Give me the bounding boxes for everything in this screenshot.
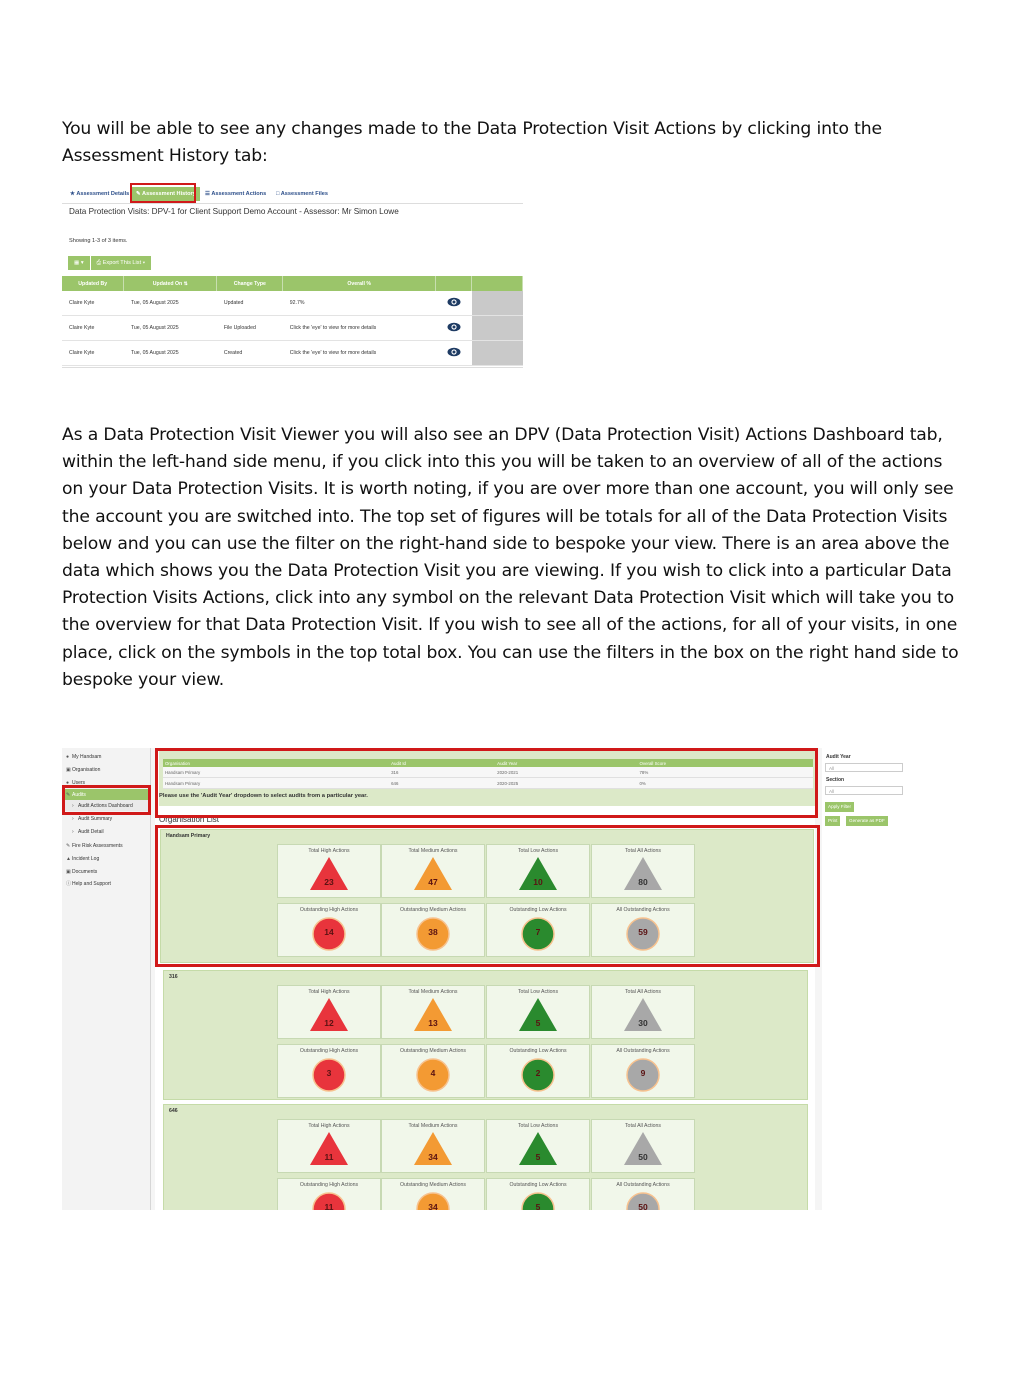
triangle-icon[interactable] xyxy=(382,1120,484,1172)
card-label: Total Medium Actions xyxy=(408,1123,458,1129)
sidebar-item-audit-detail[interactable]: › Audit Detail xyxy=(72,829,104,835)
assessment-history-screenshot xyxy=(62,183,523,368)
action-card[interactable] xyxy=(277,1119,381,1173)
highlight-box xyxy=(62,785,151,815)
action-card[interactable] xyxy=(486,1044,590,1098)
sidebar-item-audit-summary[interactable]: › Audit Summary xyxy=(72,816,113,822)
audit-year-label: Audit Year xyxy=(826,754,851,760)
action-card[interactable] xyxy=(381,1119,485,1173)
triangle-icon[interactable] xyxy=(592,1120,694,1172)
eye-icon[interactable] xyxy=(436,291,472,316)
card-value: 23 xyxy=(324,877,334,887)
card-value: 12 xyxy=(324,1018,334,1028)
card-label: Outstanding Medium Actions xyxy=(399,1182,467,1188)
triangle-icon[interactable] xyxy=(487,1120,589,1172)
card-value: 30 xyxy=(638,1018,648,1028)
card-value: 47 xyxy=(428,877,438,887)
intro-paragraph: You will be able to see any changes made to the Data Protection Visit Actions by clicking into the Assessment History tab: xyxy=(62,119,882,167)
card-value: 5 xyxy=(535,1152,541,1162)
sidebar xyxy=(62,748,151,1210)
triangle-icon[interactable] xyxy=(592,986,694,1038)
eye-icon[interactable] xyxy=(436,341,472,366)
tab-assessment-actions[interactable]: ☰ Assessment Actions xyxy=(205,191,267,197)
circle-icon[interactable] xyxy=(278,1045,380,1097)
sidebar-item-help-and-support[interactable]: ⓘHelp and Support xyxy=(66,881,111,887)
action-card[interactable] xyxy=(277,985,381,1039)
card-value: 14 xyxy=(324,927,334,937)
action-card[interactable] xyxy=(381,985,485,1039)
audit-year-select[interactable]: All xyxy=(825,763,903,772)
triangle-icon[interactable] xyxy=(278,986,380,1038)
circle-icon[interactable] xyxy=(382,1045,484,1097)
action-card[interactable] xyxy=(381,1178,485,1210)
card-label: Total All Actions xyxy=(624,989,662,995)
print-button[interactable]: Print xyxy=(825,816,840,826)
highlight-box xyxy=(155,748,818,818)
card-label: Outstanding High Actions xyxy=(299,1182,359,1188)
card-value: 34 xyxy=(428,1152,438,1162)
card-value: 11 xyxy=(324,1152,334,1162)
toolbar xyxy=(68,256,152,270)
card-value: 34 xyxy=(428,1202,438,1212)
card-value: 50 xyxy=(638,1202,648,1212)
circle-icon[interactable] xyxy=(592,1179,694,1210)
action-card[interactable] xyxy=(591,985,695,1039)
circle-icon[interactable] xyxy=(592,1045,694,1097)
circle-icon[interactable] xyxy=(278,1179,380,1210)
action-card[interactable] xyxy=(486,1178,590,1210)
table-row: Handsam Primary 316 2020-2021 78% xyxy=(163,767,813,778)
sidebar-item-my-handsam[interactable]: ● My Handsam xyxy=(66,754,102,760)
card-value: 2 xyxy=(535,1068,541,1078)
apply-filter-button[interactable]: Apply Filter xyxy=(825,802,854,812)
card-value: 50 xyxy=(638,1152,648,1162)
column-header xyxy=(472,276,523,291)
circle-icon[interactable] xyxy=(382,1179,484,1210)
card-value: 4 xyxy=(430,1068,436,1078)
sidebar-item-organisation[interactable]: ▣Organisation xyxy=(66,767,101,773)
organisation-list-heading: Organisation List xyxy=(159,815,220,824)
card-value: 7 xyxy=(535,927,541,937)
audit-year-notice: Please use the 'Audit Year' dropdown to select audits from a particular year. xyxy=(159,793,368,799)
card-label: Total Low Actions xyxy=(517,848,559,854)
history-table xyxy=(62,276,523,366)
table-row: Claire Kyte Tue, 05 August 2025 Created Click the 'eye' to view for more details xyxy=(62,341,523,366)
grid-menu-button[interactable]: ▦ ▾ xyxy=(68,256,90,270)
card-label: Total High Actions xyxy=(308,989,350,995)
tab-assessment-files[interactable]: □ Assessment Files xyxy=(276,191,328,197)
card-label: Total High Actions xyxy=(308,848,350,854)
card-value: 3 xyxy=(326,1068,332,1078)
card-label: Outstanding Medium Actions xyxy=(399,1048,467,1054)
card-label: All Outstanding Actions xyxy=(616,1182,670,1188)
card-value: 10 xyxy=(533,877,543,887)
card-label: Outstanding Low Actions xyxy=(509,1182,567,1188)
sidebar-item-fire-risk-assessments[interactable]: ✎ Fire Risk Assessments xyxy=(66,843,123,849)
dashboard-paragraph: As a Data Protection Visit Viewer you will also see an DPV (Data Protection Visit) Actions Dashboard tab, within the left-hand side menu, if you click into this you will be taken to an overview of all of the actions on your Data Protection Visits. It is worth noting, if you are over more than one account, you will only see the account you are switched into. The top set of figures will be totals for all of the Data Protection Visits below and you can use the filter on the right-hand side to bespoke your view. There is an area above the data which shows you the Data Protection Visit you are viewing. If you wish to click into a particular Data Protection Visits Actions, click into any symbol on the relevant Data Protection Visit which will take you to the overview for that Data Protection Visit. If you wish to see all of the actions, for all of your visits, in one place, click on the symbols in the top total box. You can use the filters in the box on the right hand side to bespoke your view. xyxy=(62,425,959,690)
card-label: Outstanding High Actions xyxy=(299,1048,359,1054)
circle-icon[interactable] xyxy=(487,1179,589,1210)
card-label: Outstanding Low Actions xyxy=(509,907,567,913)
card-value: 11 xyxy=(324,1202,334,1212)
card-label: Outstanding Low Actions xyxy=(509,1048,567,1054)
eye-icon[interactable] xyxy=(436,316,472,341)
section-title: 316 xyxy=(169,974,178,980)
card-label: All Outstanding Actions xyxy=(616,907,670,913)
sidebar-item-users[interactable]: ● Users xyxy=(66,780,86,786)
card-value: 80 xyxy=(638,877,648,887)
section-title: Handsam Primary xyxy=(166,833,211,839)
action-card[interactable] xyxy=(381,1044,485,1098)
page-title: Data Protection Visits: DPV-1 for Client Support Demo Account - Assessor: Mr Simon Lowe xyxy=(69,207,399,216)
triangle-icon[interactable] xyxy=(487,986,589,1038)
column-header[interactable]: Updated By xyxy=(62,276,124,291)
column-header[interactable]: Overall % xyxy=(283,276,436,291)
action-card[interactable] xyxy=(591,1178,695,1210)
showing-count: Showing 1-3 of 3 items. xyxy=(69,238,128,244)
card-label: Total All Actions xyxy=(624,848,662,854)
card-label: Total Medium Actions xyxy=(408,989,458,995)
card-label: Total High Actions xyxy=(308,1123,350,1129)
card-label: Outstanding High Actions xyxy=(299,907,359,913)
column-header[interactable]: Change Type xyxy=(217,276,283,291)
tab-assessment-details[interactable]: ★ Assessment Details xyxy=(70,191,130,197)
card-value: 9 xyxy=(640,1068,646,1078)
table-row: Claire Kyte Tue, 05 August 2025 Updated 92.7% xyxy=(62,291,523,316)
card-label: Outstanding Medium Actions xyxy=(399,907,467,913)
card-value: 38 xyxy=(428,927,438,937)
table-row: Handsam Primary 646 2020-2025 0% xyxy=(163,778,813,789)
card-label: All Outstanding Actions xyxy=(616,1048,670,1054)
triangle-icon[interactable] xyxy=(382,986,484,1038)
card-value: 13 xyxy=(428,1018,438,1028)
card-value: 59 xyxy=(638,927,648,937)
generate-pdf-button[interactable]: Generate as PDF xyxy=(846,816,888,826)
export-button[interactable]: ⎙ Export This List ▾ xyxy=(91,256,151,270)
section-title: 646 xyxy=(169,1108,178,1114)
tab-assessment-history[interactable]: ✎ Assessment History xyxy=(132,187,200,201)
action-card[interactable] xyxy=(591,1044,695,1098)
highlight-box xyxy=(130,183,196,203)
action-card[interactable] xyxy=(591,1119,695,1173)
column-header[interactable]: Updated On ⇅ xyxy=(124,276,217,291)
circle-icon[interactable] xyxy=(487,1045,589,1097)
actions-dashboard-screenshot xyxy=(62,748,904,1210)
column-header xyxy=(436,276,472,291)
action-card[interactable] xyxy=(486,985,590,1039)
sidebar-item-audit-actions-dashboard[interactable]: › Audit Actions Dashboard xyxy=(72,803,133,809)
card-label: Total All Actions xyxy=(624,1123,662,1129)
card-label: Total Low Actions xyxy=(517,1123,559,1129)
card-label: Total Medium Actions xyxy=(408,848,458,854)
card-label: Total Low Actions xyxy=(517,989,559,995)
table-row: Claire Kyte Tue, 05 August 2025 File Uploaded Click the 'eye' to view for more details xyxy=(62,316,523,341)
card-value: 5 xyxy=(535,1202,541,1212)
section-label: Section xyxy=(826,777,845,783)
sidebar-item-documents[interactable]: ▣Documents xyxy=(66,869,98,875)
action-card[interactable] xyxy=(277,1044,381,1098)
triangle-icon[interactable] xyxy=(278,1120,380,1172)
action-card[interactable] xyxy=(277,1178,381,1210)
highlight-box xyxy=(155,825,820,967)
section-select[interactable]: All xyxy=(825,786,903,795)
sidebar-item-incident-log[interactable]: ▲Incident Log xyxy=(66,856,100,862)
audit-summary-table: Organisation Audit Id Audit Year Overall Score Handsam Primary 316 2020-2021 78% Handsam Primary 646 2020-2025 0% xyxy=(163,759,813,789)
card-value: 5 xyxy=(535,1018,541,1028)
action-card[interactable] xyxy=(486,1119,590,1173)
sidebar-item-audits[interactable]: ✎ Audits xyxy=(66,792,86,798)
